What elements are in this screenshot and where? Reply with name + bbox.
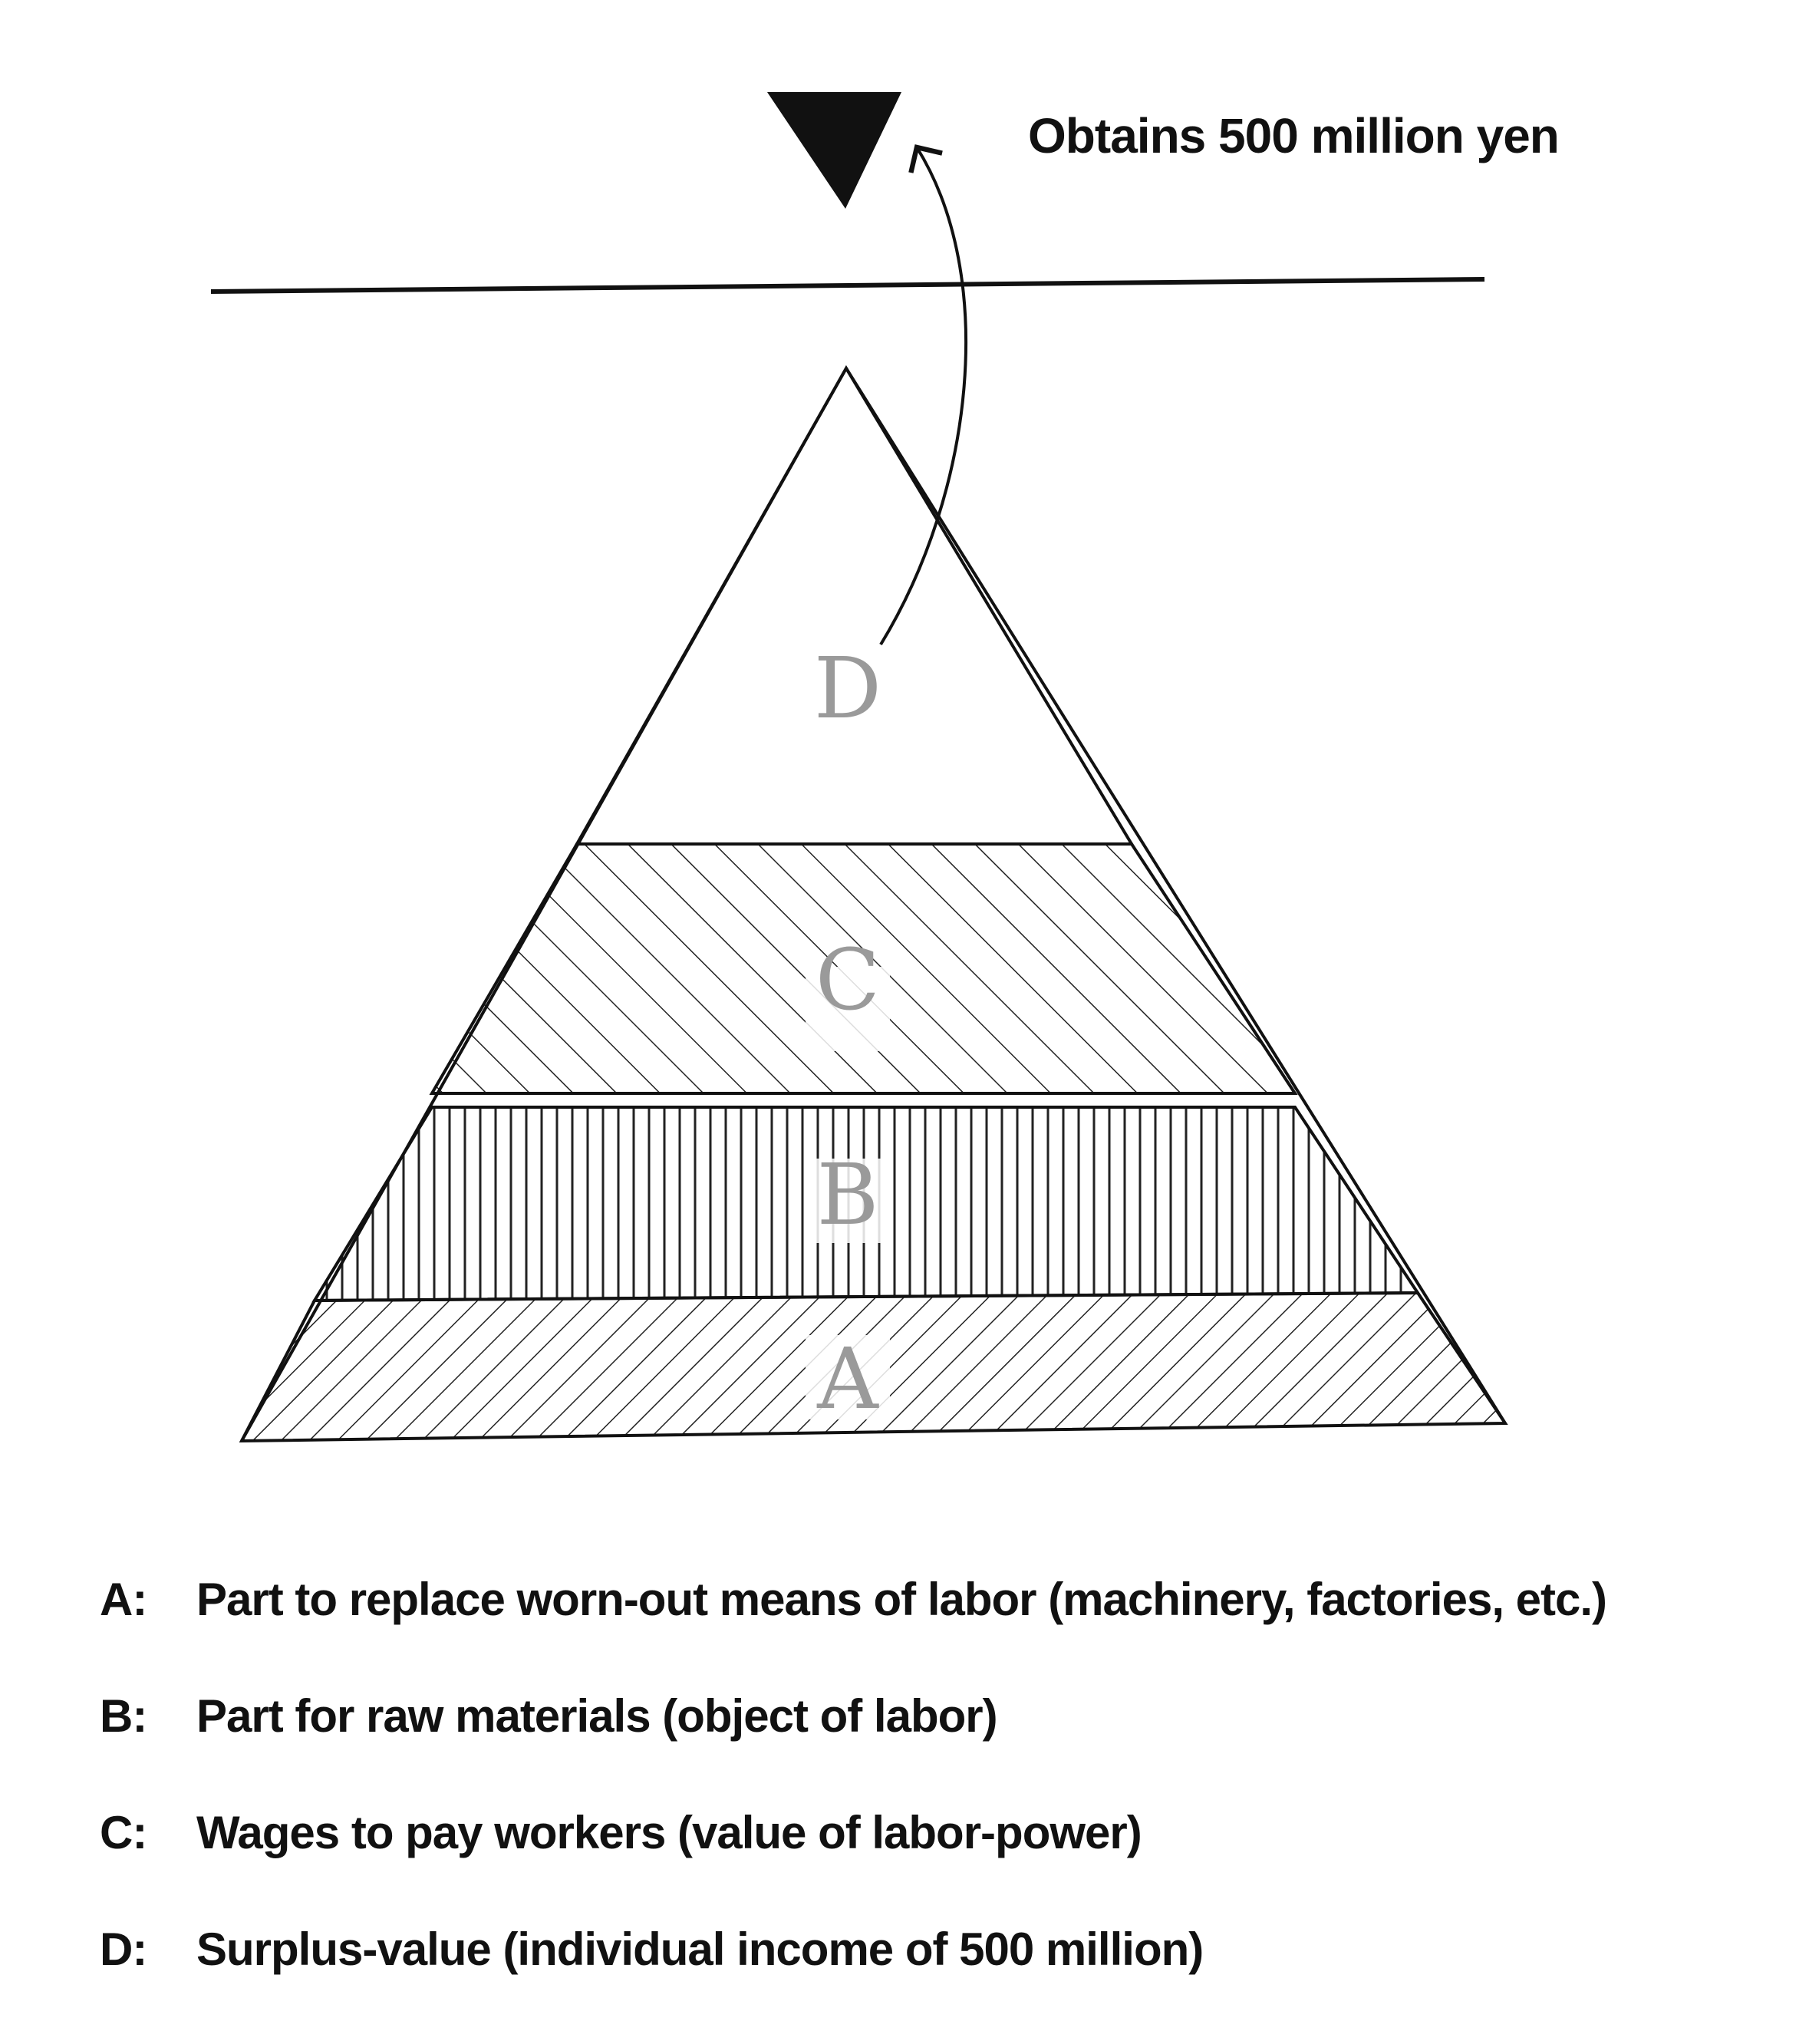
legend-row-b (100, 1690, 1711, 1806)
callout-text: Obtains 500 million yen (1028, 108, 1559, 163)
inverted-triangle-icon (767, 92, 901, 209)
divider-line (211, 279, 1484, 292)
legend-key: B: (100, 1690, 147, 1742)
band-d (577, 368, 1132, 844)
legend-text: Part for raw materials (object of labor) (196, 1690, 997, 1742)
legend (100, 1573, 1711, 2039)
legend-key: A: (100, 1574, 147, 1625)
legend-text: Part to replace worn-out means of labor (machinery, factories, etc.) (196, 1574, 1607, 1625)
legend-row-a (100, 1573, 1711, 1690)
legend-row-d (100, 1923, 1711, 2039)
legend-text: Surplus-value (individual income of 500 million) (196, 1924, 1204, 1975)
legend-text: Wages to pay workers (value of labor-power) (196, 1807, 1142, 1858)
band-label-b: B (816, 1146, 879, 1244)
legend-key: C: (100, 1807, 147, 1858)
band-label-d: D (813, 639, 882, 737)
band-label-c: C (815, 931, 881, 1029)
legend-row-c (100, 1806, 1711, 1923)
legend-key: D: (100, 1924, 147, 1975)
band-label-a: A (817, 1330, 878, 1428)
surplus-arrow (881, 147, 966, 645)
